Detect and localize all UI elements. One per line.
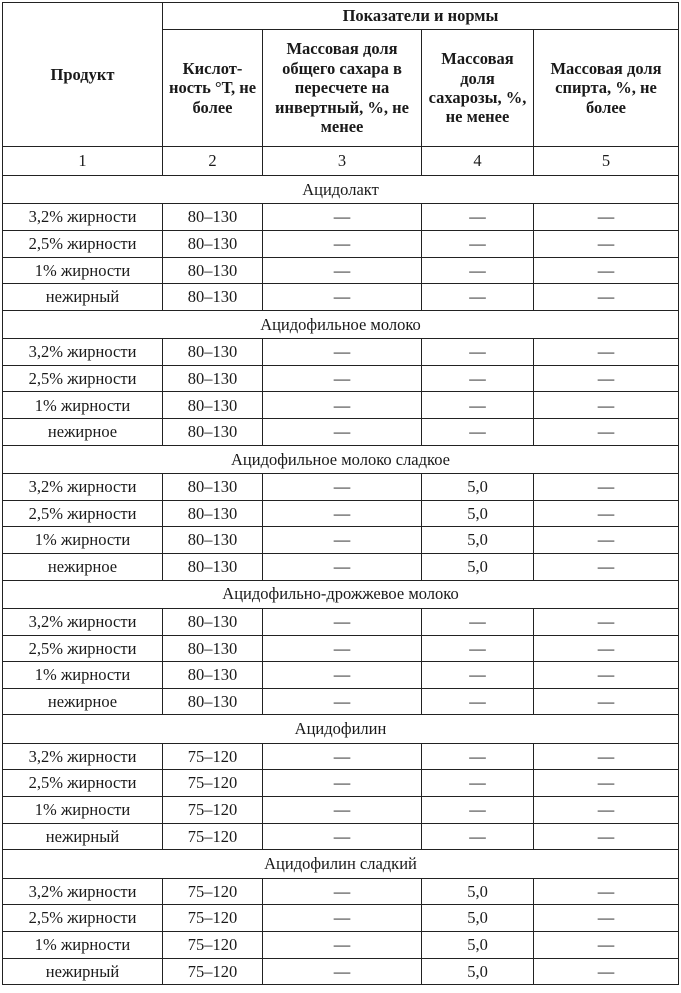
alcohol-cell: — (534, 527, 679, 554)
alcohol-cell: — (534, 553, 679, 580)
alcohol-cell: — (534, 662, 679, 689)
acidity-cell: 80–130 (163, 662, 263, 689)
table-row (3, 284, 679, 311)
table-row (3, 958, 679, 985)
total-sugar-cell: — (263, 474, 422, 501)
sucrose-cell: 5,0 (422, 905, 534, 932)
product-cell: 3,2% жирности (3, 474, 163, 501)
total-sugar-cell: — (263, 823, 422, 850)
sucrose-cell: — (422, 770, 534, 797)
table-row (3, 365, 679, 392)
acidity-cell: 75–120 (163, 905, 263, 932)
total-sugar-cell: — (263, 500, 422, 527)
alcohol-cell: — (534, 392, 679, 419)
sucrose-cell: — (422, 419, 534, 446)
acidity-cell: 80–130 (163, 608, 263, 635)
sucrose-cell: — (422, 365, 534, 392)
acidity-cell: 80–130 (163, 204, 263, 231)
product-cell: 2,5% жирности (3, 230, 163, 257)
table-row (3, 230, 679, 257)
sucrose-cell: — (422, 635, 534, 662)
product-cell: 2,5% жирности (3, 770, 163, 797)
acidity-cell: 75–120 (163, 743, 263, 770)
acidity-cell: 80–130 (163, 284, 263, 311)
alcohol-cell: — (534, 257, 679, 284)
alcohol-cell: — (534, 878, 679, 905)
section-row (3, 310, 679, 338)
sucrose-cell: — (422, 662, 534, 689)
table-row (3, 608, 679, 635)
acidity-cell: 80–130 (163, 257, 263, 284)
acidity-cell: 80–130 (163, 527, 263, 554)
sucrose-cell: — (422, 392, 534, 419)
alcohol-cell: — (534, 365, 679, 392)
table-row (3, 500, 679, 527)
header-group: Показатели и нормы (163, 3, 679, 30)
table-row (3, 392, 679, 419)
product-cell: 3,2% жирности (3, 608, 163, 635)
section-row (3, 580, 679, 608)
table-row (3, 635, 679, 662)
sucrose-cell: — (422, 204, 534, 231)
header-sucrose: Массовая доля сахарозы, %, не менее (422, 30, 534, 147)
acidity-cell: 75–120 (163, 931, 263, 958)
acidity-cell: 80–130 (163, 474, 263, 501)
acidity-cell: 75–120 (163, 823, 263, 850)
sucrose-cell: — (422, 797, 534, 824)
total-sugar-cell: — (263, 770, 422, 797)
total-sugar-cell: — (263, 635, 422, 662)
acidity-cell: 75–120 (163, 958, 263, 985)
acidity-cell: 80–130 (163, 339, 263, 366)
alcohol-cell: — (534, 797, 679, 824)
total-sugar-cell: — (263, 797, 422, 824)
product-cell: 3,2% жирности (3, 339, 163, 366)
header-alcohol: Массовая доля спирта, %, не более (534, 30, 679, 147)
header-product: Продукт (3, 3, 163, 147)
total-sugar-cell: — (263, 339, 422, 366)
alcohol-cell: — (534, 608, 679, 635)
alcohol-cell: — (534, 339, 679, 366)
alcohol-cell: — (534, 743, 679, 770)
table-row (3, 688, 679, 715)
table-body (3, 176, 679, 985)
table-row (3, 339, 679, 366)
acidity-cell: 75–120 (163, 797, 263, 824)
column-number: 2 (163, 147, 263, 176)
section-title: Ацидофильно-дрожжевое молоко (3, 580, 679, 608)
alcohol-cell: — (534, 958, 679, 985)
total-sugar-cell: — (263, 878, 422, 905)
section-row (3, 176, 679, 204)
acidity-cell: 80–130 (163, 688, 263, 715)
acidity-cell: 75–120 (163, 878, 263, 905)
alcohol-cell: — (534, 635, 679, 662)
header-acidity: Кислот-ность °Т, не более (163, 30, 263, 147)
sucrose-cell: — (422, 608, 534, 635)
table-row (3, 662, 679, 689)
section-title: Ацидофильное молоко сладкое (3, 445, 679, 473)
total-sugar-cell: — (263, 662, 422, 689)
header-total-sugar: Массовая доля общего сахара в пересчете на инвертный, %, не менее (263, 30, 422, 147)
product-cell: 2,5% жирности (3, 905, 163, 932)
acidity-cell: 80–130 (163, 553, 263, 580)
table-row (3, 797, 679, 824)
table-row (3, 770, 679, 797)
acidity-cell: 80–130 (163, 365, 263, 392)
acidity-cell: 80–130 (163, 635, 263, 662)
sucrose-cell: 5,0 (422, 931, 534, 958)
product-cell: 1% жирности (3, 797, 163, 824)
alcohol-cell: — (534, 419, 679, 446)
total-sugar-cell: — (263, 230, 422, 257)
sucrose-cell: — (422, 743, 534, 770)
acidity-cell: 75–120 (163, 770, 263, 797)
table-row (3, 527, 679, 554)
table-row (3, 257, 679, 284)
table-row (3, 823, 679, 850)
alcohol-cell: — (534, 204, 679, 231)
table-row (3, 204, 679, 231)
alcohol-cell: — (534, 931, 679, 958)
section-title: Ацидолакт (3, 176, 679, 204)
sucrose-cell: — (422, 257, 534, 284)
product-cell: 3,2% жирности (3, 204, 163, 231)
total-sugar-cell: — (263, 553, 422, 580)
table-row (3, 878, 679, 905)
total-sugar-cell: — (263, 392, 422, 419)
acidity-cell: 80–130 (163, 392, 263, 419)
product-cell: 1% жирности (3, 392, 163, 419)
column-number: 4 (422, 147, 534, 176)
product-cell: нежирное (3, 553, 163, 580)
product-cell: 1% жирности (3, 662, 163, 689)
section-title: Ацидофилин сладкий (3, 850, 679, 878)
product-cell: 1% жирности (3, 931, 163, 958)
sucrose-cell: 5,0 (422, 553, 534, 580)
product-cell: 2,5% жирности (3, 635, 163, 662)
acidity-cell: 80–130 (163, 419, 263, 446)
product-cell: нежирный (3, 958, 163, 985)
table-row (3, 743, 679, 770)
total-sugar-cell: — (263, 419, 422, 446)
table-header (3, 3, 679, 176)
column-number: 3 (263, 147, 422, 176)
section-title: Ацидофилин (3, 715, 679, 743)
alcohol-cell: — (534, 284, 679, 311)
sucrose-cell: — (422, 230, 534, 257)
section-title: Ацидофильное молоко (3, 310, 679, 338)
product-cell: 3,2% жирности (3, 878, 163, 905)
product-cell: 3,2% жирности (3, 743, 163, 770)
total-sugar-cell: — (263, 257, 422, 284)
total-sugar-cell: — (263, 958, 422, 985)
sucrose-cell: — (422, 339, 534, 366)
total-sugar-cell: — (263, 905, 422, 932)
product-cell: 2,5% жирности (3, 365, 163, 392)
alcohol-cell: — (534, 823, 679, 850)
table-row (3, 905, 679, 932)
acidity-cell: 80–130 (163, 500, 263, 527)
product-cell: нежирный (3, 823, 163, 850)
alcohol-cell: — (534, 230, 679, 257)
sucrose-cell: 5,0 (422, 958, 534, 985)
norms-table (2, 2, 679, 985)
alcohol-cell: — (534, 500, 679, 527)
sucrose-cell: 5,0 (422, 474, 534, 501)
total-sugar-cell: — (263, 527, 422, 554)
section-row (3, 850, 679, 878)
sucrose-cell: 5,0 (422, 500, 534, 527)
total-sugar-cell: — (263, 284, 422, 311)
table-row (3, 553, 679, 580)
sucrose-cell: — (422, 823, 534, 850)
alcohol-cell: — (534, 770, 679, 797)
product-cell: 1% жирности (3, 527, 163, 554)
table-row (3, 931, 679, 958)
column-number: 1 (3, 147, 163, 176)
sucrose-cell: — (422, 688, 534, 715)
total-sugar-cell: — (263, 931, 422, 958)
section-row (3, 445, 679, 473)
acidity-cell: 80–130 (163, 230, 263, 257)
sucrose-cell: — (422, 284, 534, 311)
table-row (3, 419, 679, 446)
sucrose-cell: 5,0 (422, 527, 534, 554)
total-sugar-cell: — (263, 608, 422, 635)
alcohol-cell: — (534, 905, 679, 932)
product-cell: нежирное (3, 688, 163, 715)
total-sugar-cell: — (263, 743, 422, 770)
table-row (3, 474, 679, 501)
alcohol-cell: — (534, 688, 679, 715)
section-row (3, 715, 679, 743)
total-sugar-cell: — (263, 365, 422, 392)
product-cell: 2,5% жирности (3, 500, 163, 527)
table-wrapper (2, 2, 678, 985)
total-sugar-cell: — (263, 688, 422, 715)
product-cell: нежирное (3, 419, 163, 446)
total-sugar-cell: — (263, 204, 422, 231)
product-cell: нежирный (3, 284, 163, 311)
sucrose-cell: 5,0 (422, 878, 534, 905)
column-number: 5 (534, 147, 679, 176)
product-cell: 1% жирности (3, 257, 163, 284)
alcohol-cell: — (534, 474, 679, 501)
